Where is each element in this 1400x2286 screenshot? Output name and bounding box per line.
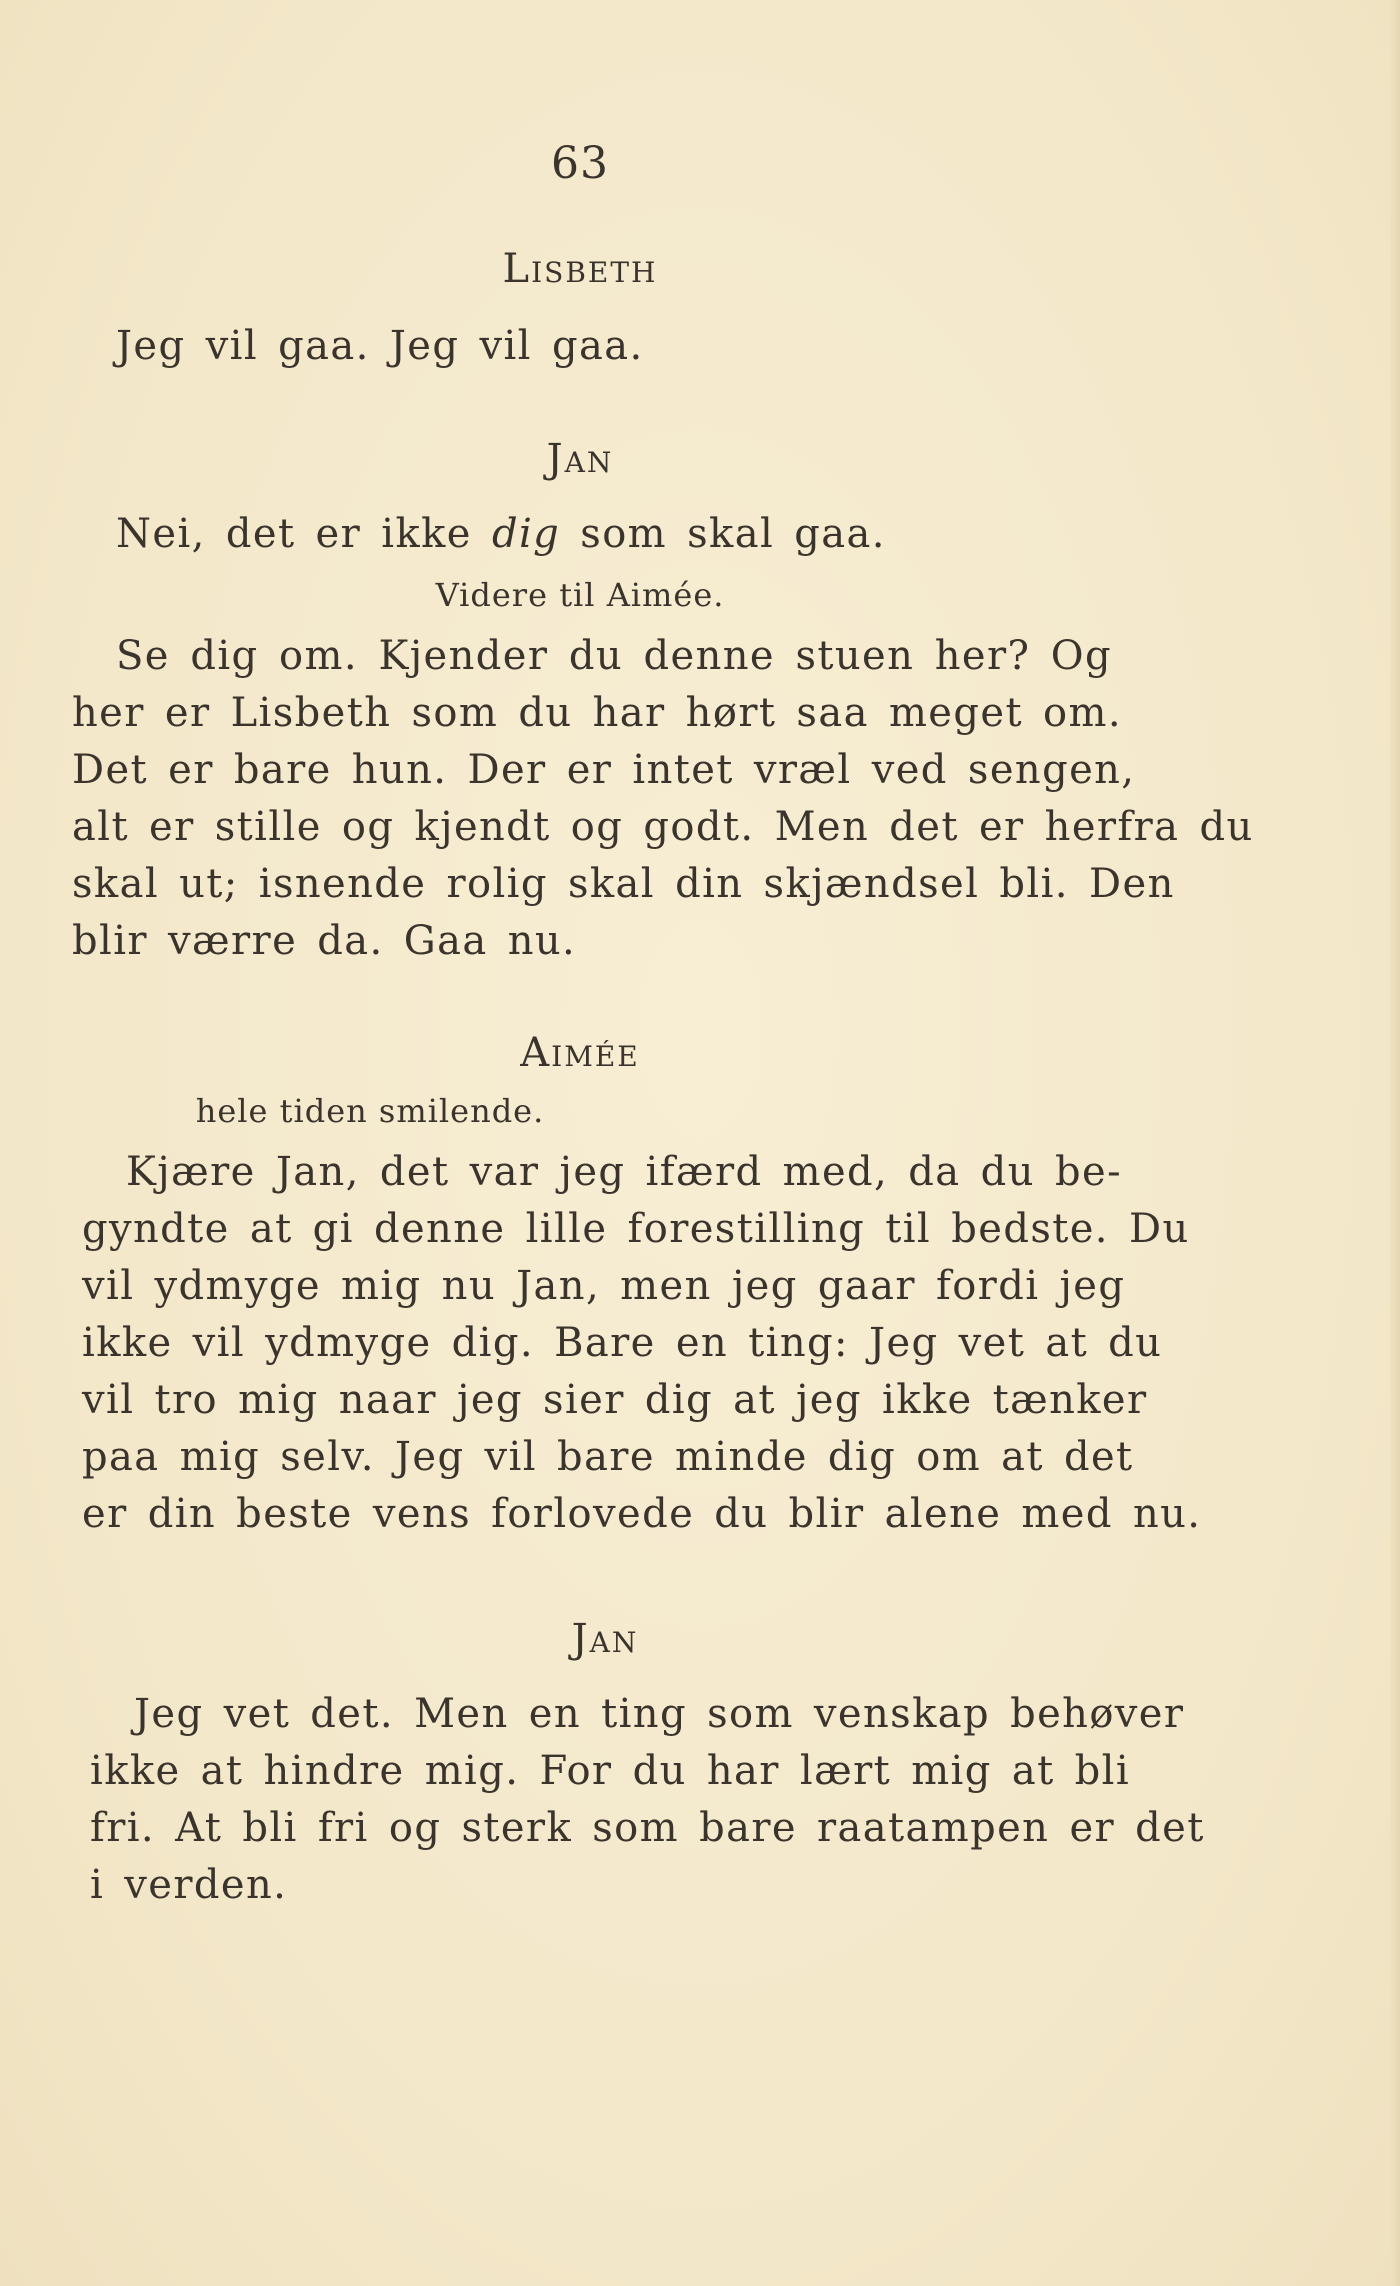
speech-line: gyndte at gi denne lille forestilling til bedste. Du (82, 1206, 1190, 1252)
speech-lisbeth (72, 318, 1112, 375)
stage-direction-jan-1: Videre til Aimée. (435, 576, 725, 614)
speech-jan-1-opening (72, 506, 1112, 563)
speech-line: Jeg vil gaa. Jeg vil gaa. (116, 323, 644, 369)
speech-line: vil ydmyge mig nu Jan, men jeg gaar fordi jeg (82, 1263, 1126, 1309)
speech-line (72, 506, 1112, 563)
speaker-aimee: Aimée (520, 1030, 640, 1076)
text-after-emphasis: som skal gaa. (560, 511, 886, 557)
speech-line: i verden. (90, 1862, 288, 1908)
speech-line: paa mig selv. Jeg vil bare minde dig om at det (82, 1434, 1134, 1480)
speech-line: Jeg vet det. Men en ting som venskap behøver (134, 1691, 1185, 1737)
speech-jan-2 (90, 1686, 1205, 1914)
speaker-lisbeth: Lisbeth (502, 246, 658, 292)
speech-line: Kjære Jan, det var jeg ifærd med, da du be- (126, 1149, 1122, 1195)
text-before-emphasis: Nei, det er ikke (116, 511, 492, 557)
page-number: 63 (551, 138, 609, 189)
speaker-jan-1: Jan (546, 436, 614, 482)
emphasized-word: dig (491, 511, 561, 557)
speech-aimee (82, 1144, 1202, 1543)
speech-line: blir værre da. Gaa nu. (72, 918, 577, 964)
speech-line: er din beste vens forlovede du blir alene med nu. (82, 1491, 1202, 1537)
speech-line: fri. At bli fri og sterk som bare raatampen er det (90, 1805, 1205, 1851)
speech-line: vil tro mig naar jeg sier dig at jeg ikke tænker (82, 1377, 1148, 1423)
speech-line: Se dig om. Kjender du denne stuen her? Og (116, 633, 1112, 679)
page-edge (1390, 0, 1400, 2286)
speech-jan-1 (72, 628, 1254, 970)
speech-line: ikke vil ydmyge dig. Bare en ting: Jeg vet at du (82, 1320, 1163, 1366)
speech-line: skal ut; isnende rolig skal din skjændsel bli. Den (72, 861, 1175, 907)
speech-line: Det er bare hun. Der er intet vræl ved sengen, (72, 747, 1136, 793)
speaker-jan-2: Jan (571, 1616, 639, 1662)
speech-line: ikke at hindre mig. For du har lært mig at bli (90, 1748, 1131, 1794)
speech-line: alt er stille og kjendt og godt. Men det er herfra du (72, 804, 1254, 850)
speech-line: her er Lisbeth som du har hørt saa meget om. (72, 690, 1122, 736)
stage-direction-aimee: hele tiden smilende. (195, 1092, 545, 1130)
